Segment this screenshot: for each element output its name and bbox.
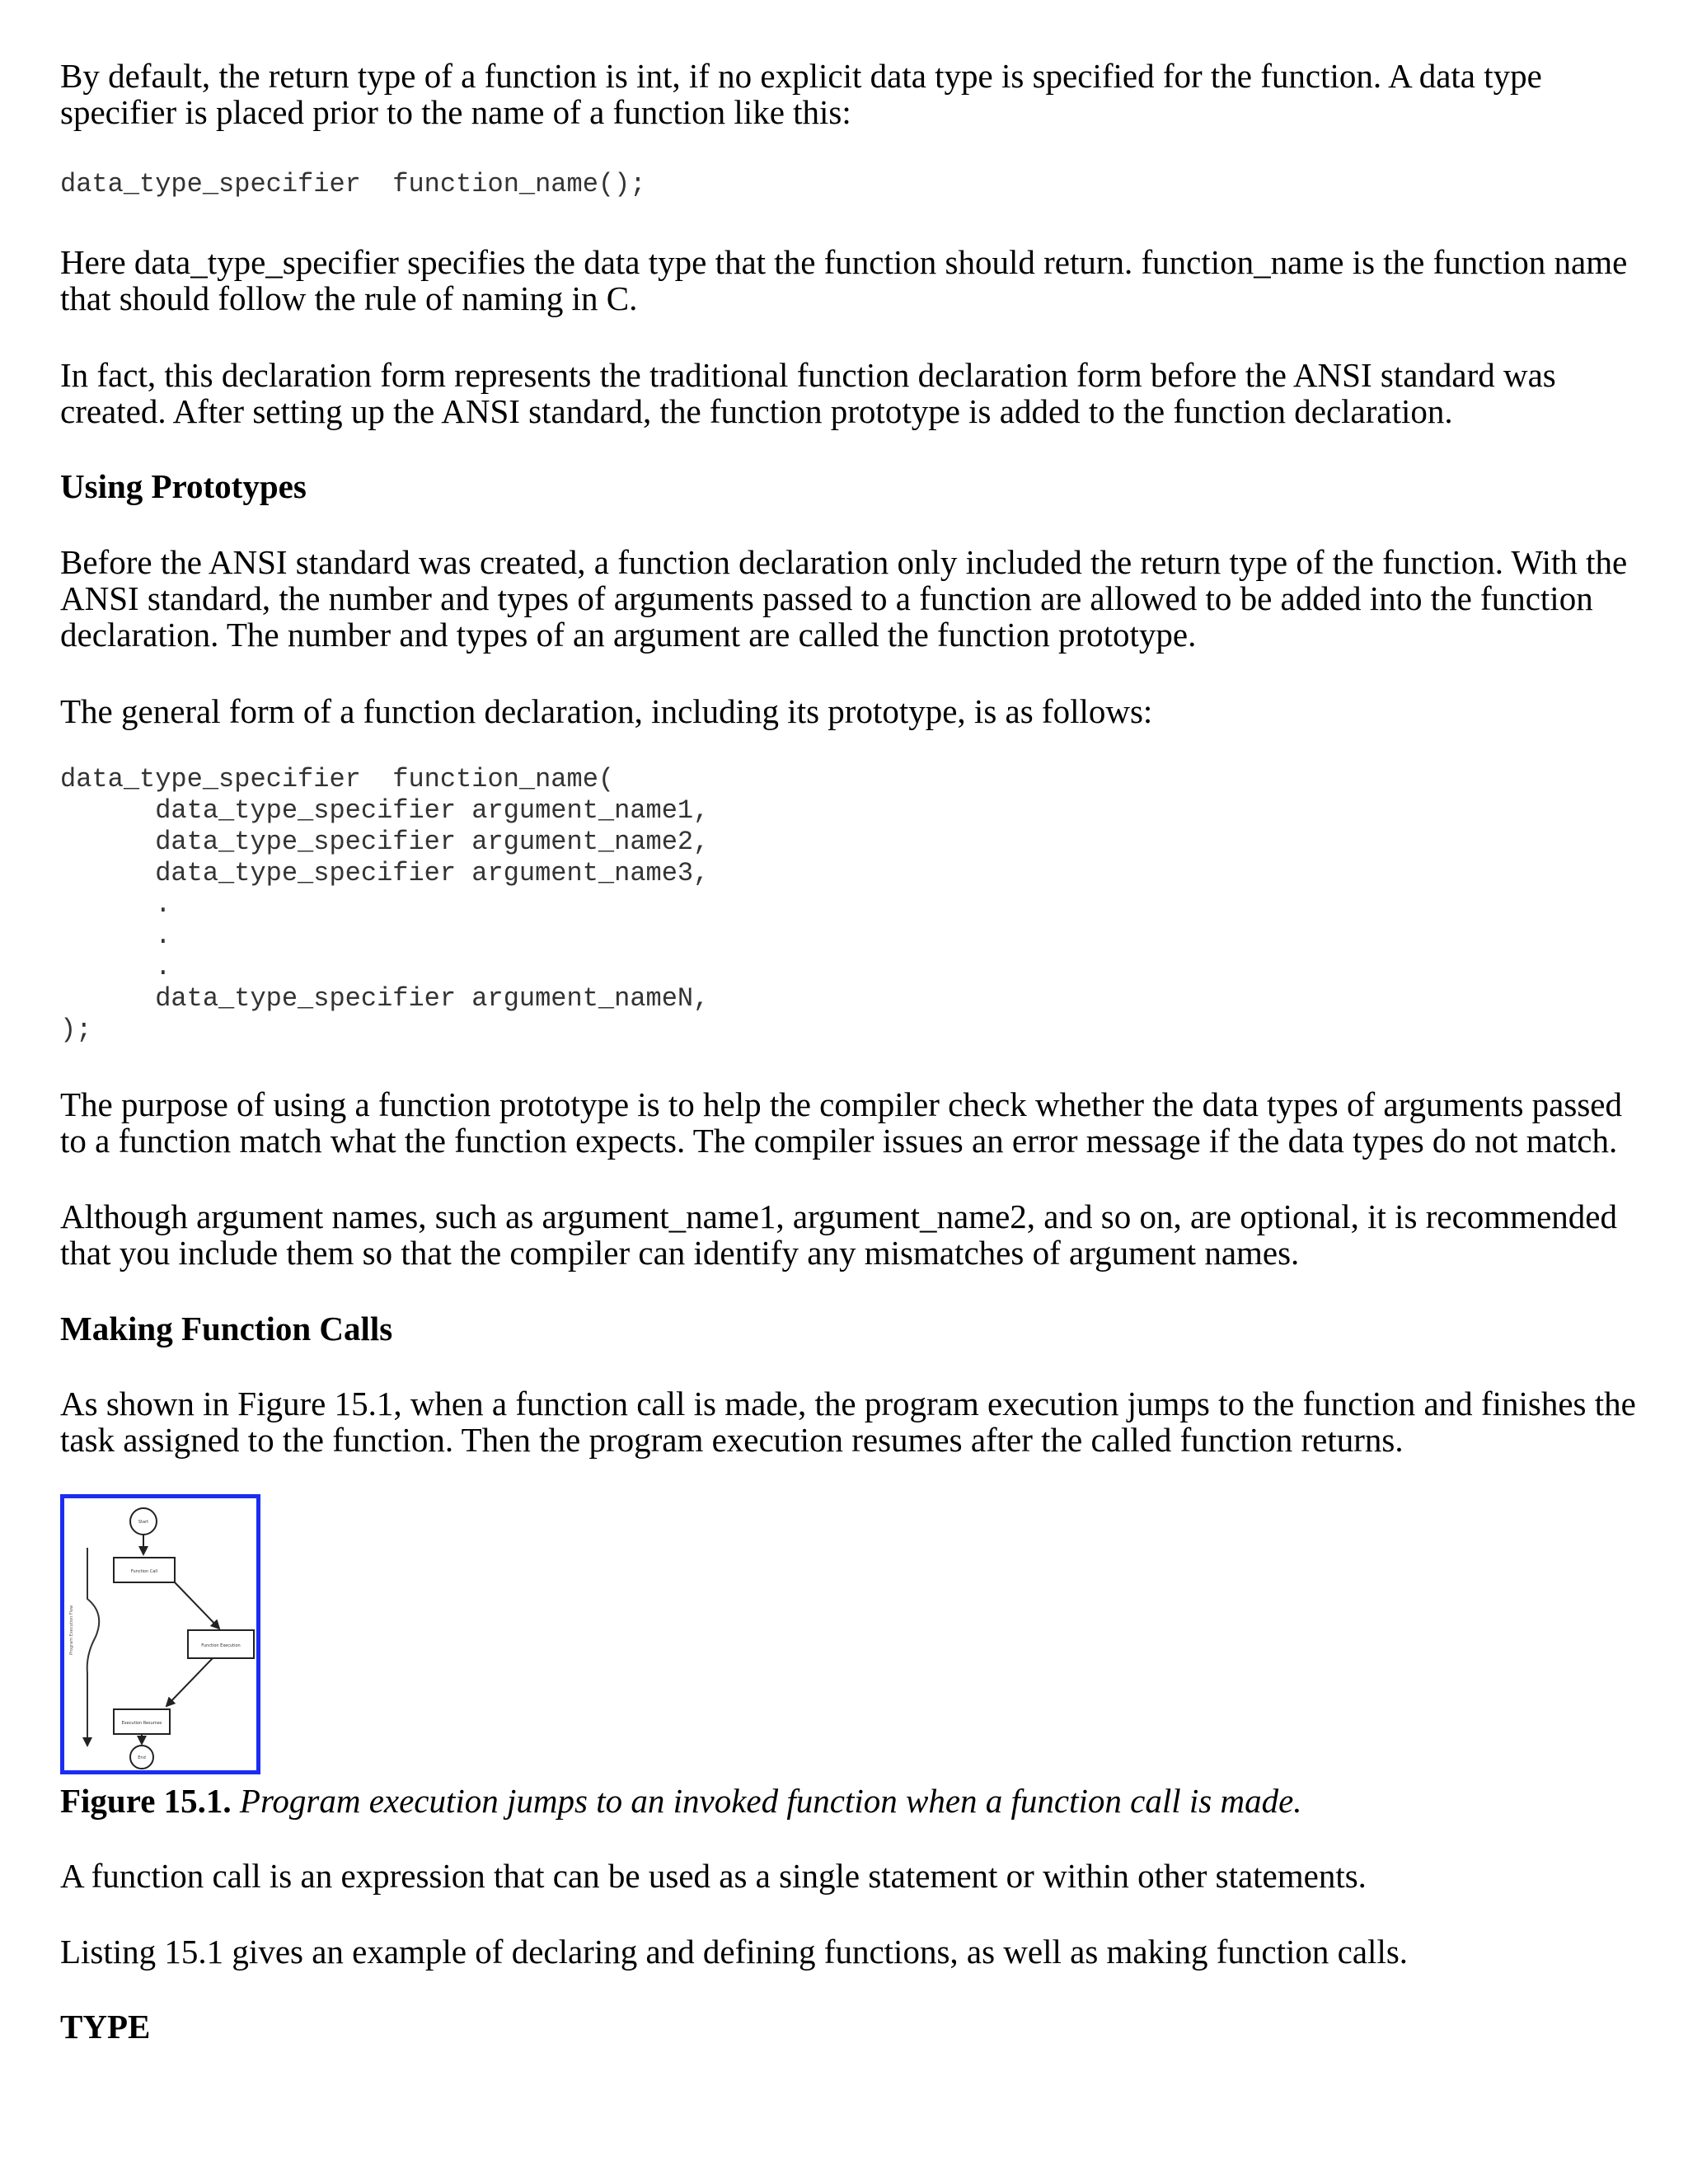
paragraph-before-ansi: Before the ANSI standard was created, a function declaration only included the return type of the function. With the ANSI standard, the number and types of arguments passed to a function are allowed to be added into the function declaration. The number and types of an argument are called the function prototype. [60,543,1628,654]
heading-type: TYPE [60,2008,151,2046]
svg-text:Function Call: Function Call [130,1569,158,1574]
execution-resumes-node [114,1709,170,1734]
code-simple-declaration: data_type_specifier function_name(); [60,169,646,199]
paragraph-figure-reference: As shown in Figure 15.1, when a function call is made, the program execution jumps to the function and finishes the task assigned to the function. Then the program execution resumes after the called function returns. [60,1385,1636,1459]
heading-making-function-calls: Making Function Calls [60,1310,393,1347]
paragraph-general-form: The general form of a function declaration, including its prototype, is as follows: [60,692,1153,730]
flowchart-diagram [64,1498,256,1770]
function-call-node [114,1558,175,1582]
figure-caption-text: Program execution jumps to an invoked function when a function call is made. [239,1782,1302,1820]
paragraph-argument-names: Although argument names, such as argument_name1, argument_name2, and so on, are optional, it is recommended that you include them so that the compiler can identify any mismatches of argument names. [60,1197,1617,1272]
paragraph-function-call-expression: A function call is an expression that can be used as a single statement or within other statements. [60,1857,1367,1895]
arrow-function-to-resume [166,1658,213,1706]
paragraph-traditional-form: In fact, this declaration form represents the traditional function declaration form before the ANSI standard was created. After setting up the ANSI standard, the function prototype is added to the function declaration. [60,356,1556,430]
arrow-call-to-function [175,1582,219,1629]
svg-text:Execution Resumes: Execution Resumes [121,1721,162,1726]
svg-text:End: End [138,1755,146,1760]
svg-text:Start: Start [138,1520,149,1525]
end-node [130,1746,153,1769]
svg-text:Function Execution: Function Execution [201,1643,241,1648]
figure-label: Figure 15.1. [60,1782,232,1820]
paragraph-listing-reference: Listing 15.1 gives an example of declaring and defining functions, as well as making function calls. [60,1933,1409,1971]
figure-15-1-thumbnail[interactable] [60,1494,260,1774]
heading-using-prototypes: Using Prototypes [60,467,307,505]
side-flow-arrow [69,1548,99,1746]
function-execution-node [188,1630,254,1658]
code-prototype-declaration: data_type_specifier function_name( data_type_specifier argument_name1, data_type_specifier argument_name2, data_type_specifier argument_name3, . . . data_type_specifier argument_nameN, ); [60,764,710,1045]
paragraph-data-type-specifier: Here data_type_specifier specifies the data type that the function should return. function_name is the function name that should follow the rule of naming in C. [60,243,1628,317]
paragraph-purpose-prototype: The purpose of using a function prototype is to help the compiler check whether the data types of arguments passed to a function match what the function expects. The compiler issues an error message if the data types do not match. [60,1085,1622,1160]
paragraph-return-type-default: By default, the return type of a function is int, if no explicit data type is specified for the function. A data type specifier is placed prior to the name of a function like this: [60,57,1542,131]
figure-caption [60,1783,1302,1819]
side-flow-label: Program Execution Flow [69,1605,74,1655]
start-node [130,1508,157,1535]
